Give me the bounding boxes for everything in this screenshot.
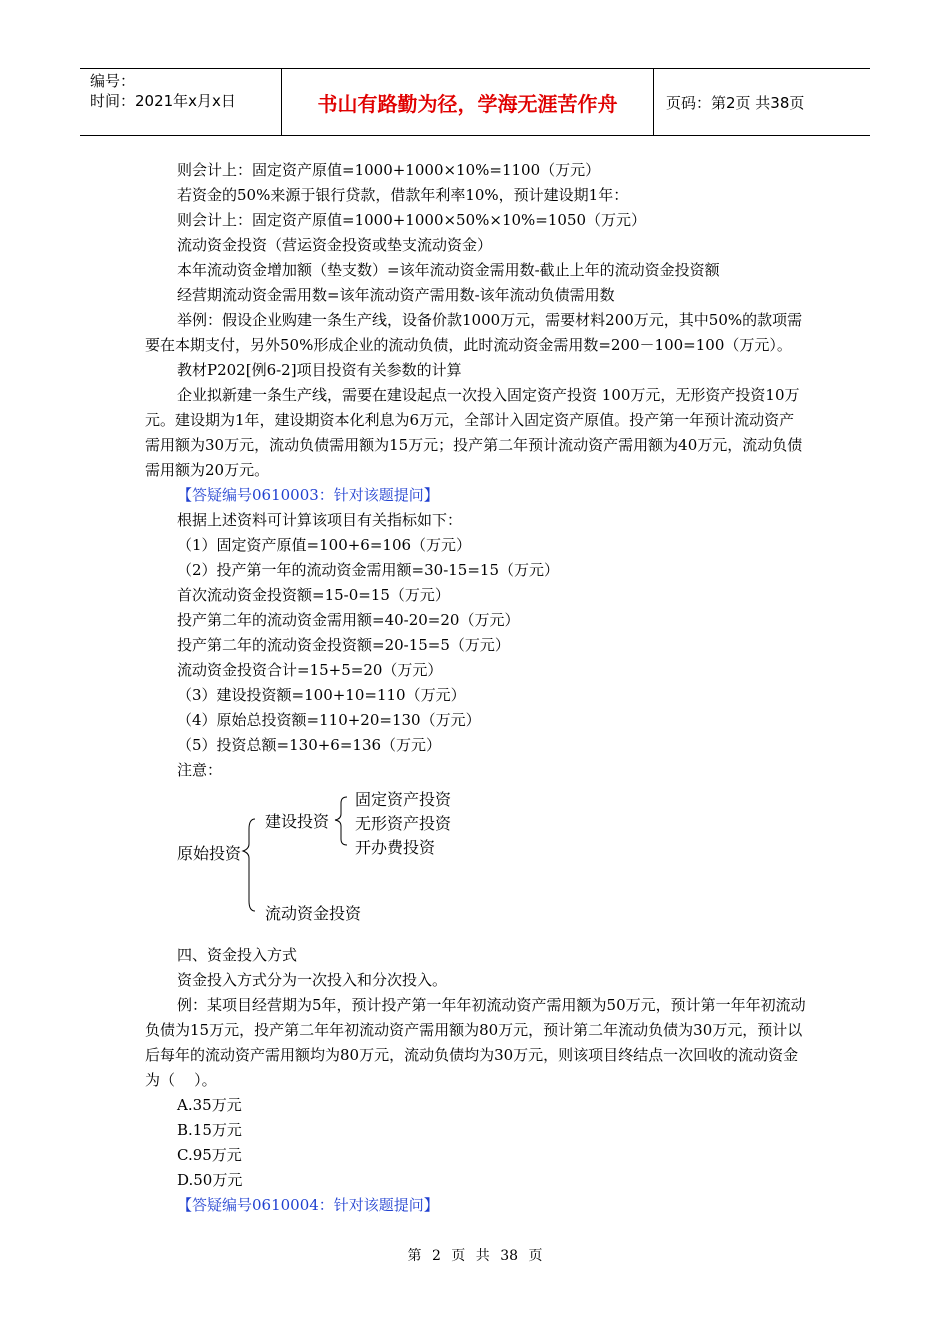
page-footer: 第 2 页 共 38 页 [407, 1248, 543, 1264]
diagram-item-startup: 开办费投资 [355, 838, 436, 857]
paragraph: 经营期流动资金需用数=该年流动资产需用数-该年流动负债需用数 [177, 286, 615, 304]
paragraph: 教材P202[例6-2]项目投资有关参数的计算 [177, 361, 462, 379]
paragraph: 若资金的50%来源于银行贷款，借款年利率10%，预计建设期1年： [177, 186, 629, 204]
calc-line: 首次流动资金投资额=15-0=15（万元） [177, 586, 450, 604]
investment-diagram [145, 789, 807, 939]
motto: 书山有路勤为径，学海无涯苦作舟 [282, 69, 654, 135]
calc-line: 投产第二年的流动资金需用额=40-20=20（万元） [177, 611, 520, 629]
calc-line: （5）投资总额=130+6=136（万元） [177, 736, 442, 754]
paragraph: 本年流动资金增加额（垫支数）=该年流动资金需用数-截止上年的流动资金投资额 [177, 261, 720, 279]
section-title: 四、资金投入方式 [177, 946, 298, 964]
calc-line: （4）原始总投资额=110+20=130（万元） [177, 711, 481, 729]
qa-link[interactable]: 【答疑编号0610004：针对该题提问】 [177, 1196, 439, 1214]
diagram-root: 原始投资 [177, 844, 242, 863]
paragraph: 则会计上：固定资产原值=1000+1000×10%=1100（万元） [177, 161, 601, 179]
calc-line: 根据上述资料可计算该项目有关指标如下： [177, 511, 463, 529]
diagram-branch-construction: 建设投资 [265, 812, 330, 831]
page-info: 页码：第2页 共38页 [666, 93, 805, 112]
header-left-cell [80, 69, 282, 135]
qa-link[interactable]: 【答疑编号0610003：针对该题提问】 [177, 486, 439, 504]
paragraph: 流动资金投资（营运资金投资或垫支流动资金） [177, 236, 493, 254]
calc-line: （1）固定资产原值=100+6=106（万元） [177, 536, 472, 554]
diagram-branch-working-capital: 流动资金投资 [265, 904, 362, 923]
calc-line: 注意： [177, 761, 223, 779]
time-label: 时间：2021年x月x日 [90, 92, 236, 110]
document-body [145, 158, 807, 1218]
paragraph: 举例：假设企业购建一条生产线，设备价款1000万元，需要材料200万元，其中50%的款项需要在本期支付，另外50%形成企业的流动负债，此时流动资金需用数=200－100=100（万元）。 [145, 311, 803, 354]
diagram-item-intangible: 无形资产投资 [355, 814, 452, 833]
diagram-item-fixed-assets: 固定资产投资 [355, 790, 452, 809]
option-d: D.50万元 [177, 1171, 243, 1189]
paragraph: 企业拟新建一条生产线，需要在建设起点一次投入固定资产投资 100万元，无形资产投资10万元。建设期为1年，建设期资本化利息为6万元，全部计入固定资产原值。投产第一年预计流动资产需用额为30万元，流动负债需用额为15万元；投产第二年预计流动资产需用额为40万元，流动负债需用额为20万元。 [145, 386, 803, 479]
calc-line: （2）投产第一年的流动资金需用额=30-15=15（万元） [177, 561, 560, 579]
option-c: C.95万元 [177, 1146, 242, 1164]
option-a: A.35万元 [177, 1096, 242, 1114]
number-label: 编号： [90, 72, 136, 90]
calc-line: 流动资金投资合计=15+5=20（万元） [177, 661, 443, 679]
option-b: B.15万元 [177, 1121, 242, 1139]
calc-line: （3）建设投资额=100+10=110（万元） [177, 686, 466, 704]
paragraph: 则会计上：固定资产原值=1000+1000×50%×10%=1050（万元） [177, 211, 647, 229]
example-question: 例：某项目经营期为5年，预计投产第一年年初流动资产需用额为50万元，预计第一年年初流动负债为15万元，投产第二年年初流动资产需用额为80万元，预计第二年流动负债为30万元，预计以后每年的流动资产需用额均为80万元，流动负债均为30万元，则该项目终结点一次回收的流动资金为（ ）。 [145, 996, 806, 1089]
section-intro: 资金投入方式分为一次投入和分次投入。 [177, 971, 448, 989]
calc-line: 投产第二年的流动资金投资额=20-15=5（万元） [177, 636, 510, 654]
page-header [80, 68, 870, 136]
